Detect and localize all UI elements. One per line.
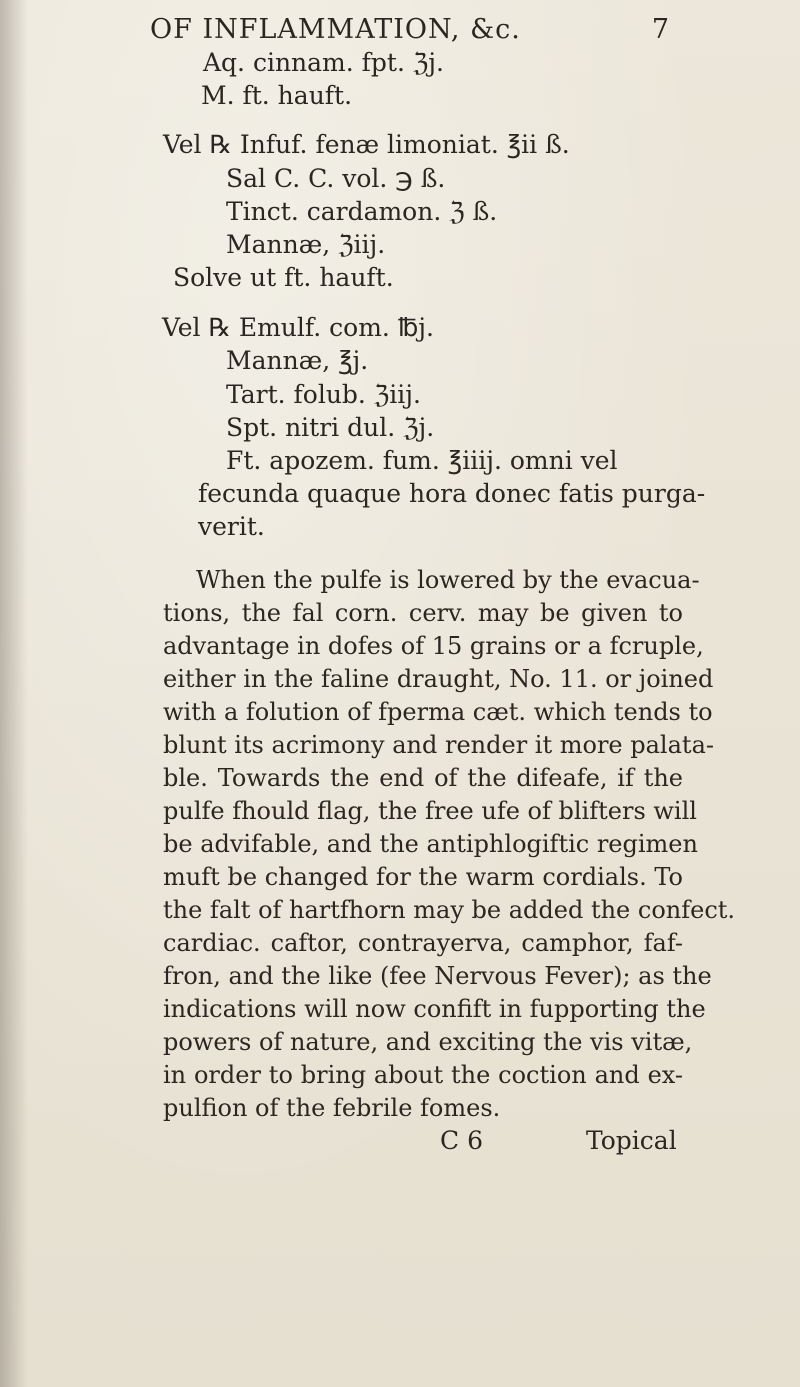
prescription-line: M. ft. hauft.	[201, 81, 353, 110]
binding-shadow	[0, 0, 28, 1387]
prescription-line: Vel ℞ Emulf. com. ℔j.	[162, 313, 434, 342]
paragraph-line: pulfe fhould flag, the free ufe of blifters will	[163, 797, 697, 825]
paragraph-line: pulfion of the febrile fomes.	[163, 1094, 501, 1122]
prescription-line: Mannæ, ℥j.	[226, 346, 369, 375]
prescription-line: Vel ℞ Infuf. fenæ limoniat. ℥ii ß.	[163, 130, 570, 159]
prescription-line: fecunda quaque hora donec fatis purga-	[198, 479, 706, 508]
paragraph-line: cardiac. caftor, contrayerva, camphor, faf-	[163, 929, 683, 957]
prescription-line: Solve ut ft. hauft.	[173, 263, 394, 292]
paragraph-line: be advifable, and the antiphlogiftic regimen	[163, 830, 698, 858]
page-number: 7	[651, 14, 670, 45]
prescription-line: Ft. apozem. fum. ℥iiij. omni vel	[226, 446, 618, 475]
running-head	[150, 14, 670, 45]
paragraph-line: tions, the fal corn. cerv. may be given to	[163, 599, 683, 627]
paragraph-line: powers of nature, and exciting the vis vitæ,	[163, 1028, 693, 1056]
prescription-line: verit.	[198, 512, 265, 541]
paragraph-line: indications will now confift in fupporting the	[163, 995, 706, 1023]
prescription-line: Mannæ, ℨiij.	[226, 230, 386, 259]
prescription-line: Tinct. cardamon. ℨ ß.	[226, 197, 498, 226]
prescription-line: Spt. nitri dul. ℨj.	[226, 413, 435, 442]
prescription-line: Tart. folub. ℨiij.	[226, 380, 421, 409]
prescription-line: Aq. cinnam. fpt. ℨj.	[203, 48, 444, 77]
paragraph-line: ble. Towards the end of the difeafe, if the	[163, 764, 683, 792]
paragraph-line: fron, and the like (fee Nervous Fever); as the	[163, 962, 712, 990]
paragraph-line: muft be changed for the warm cordials. To	[163, 863, 683, 891]
paragraph-line: the falt of hartfhorn may be added the confect.	[163, 896, 736, 924]
paragraph-line: When the pulfe is lowered by the evacua-	[196, 566, 700, 594]
paragraph-line: either in the faline draught, No. 11. or joined	[163, 665, 714, 693]
paragraph-line: advantage in dofes of 15 grains or a fcruple,	[163, 632, 704, 660]
paragraph-line: with a folution of fperma cæt. which tends to	[163, 698, 713, 726]
paragraph-line: in order to bring about the coction and ex-	[163, 1061, 683, 1089]
prescription-line: Sal C. C. vol. ℈ ß.	[226, 164, 446, 193]
paragraph-line: blunt its acrimony and render it more palata-	[163, 731, 714, 759]
running-head-title: OF INFLAMMATION, &c.	[150, 14, 521, 45]
signature-mark: C 6	[440, 1126, 483, 1155]
catchword: Topical	[586, 1126, 677, 1155]
